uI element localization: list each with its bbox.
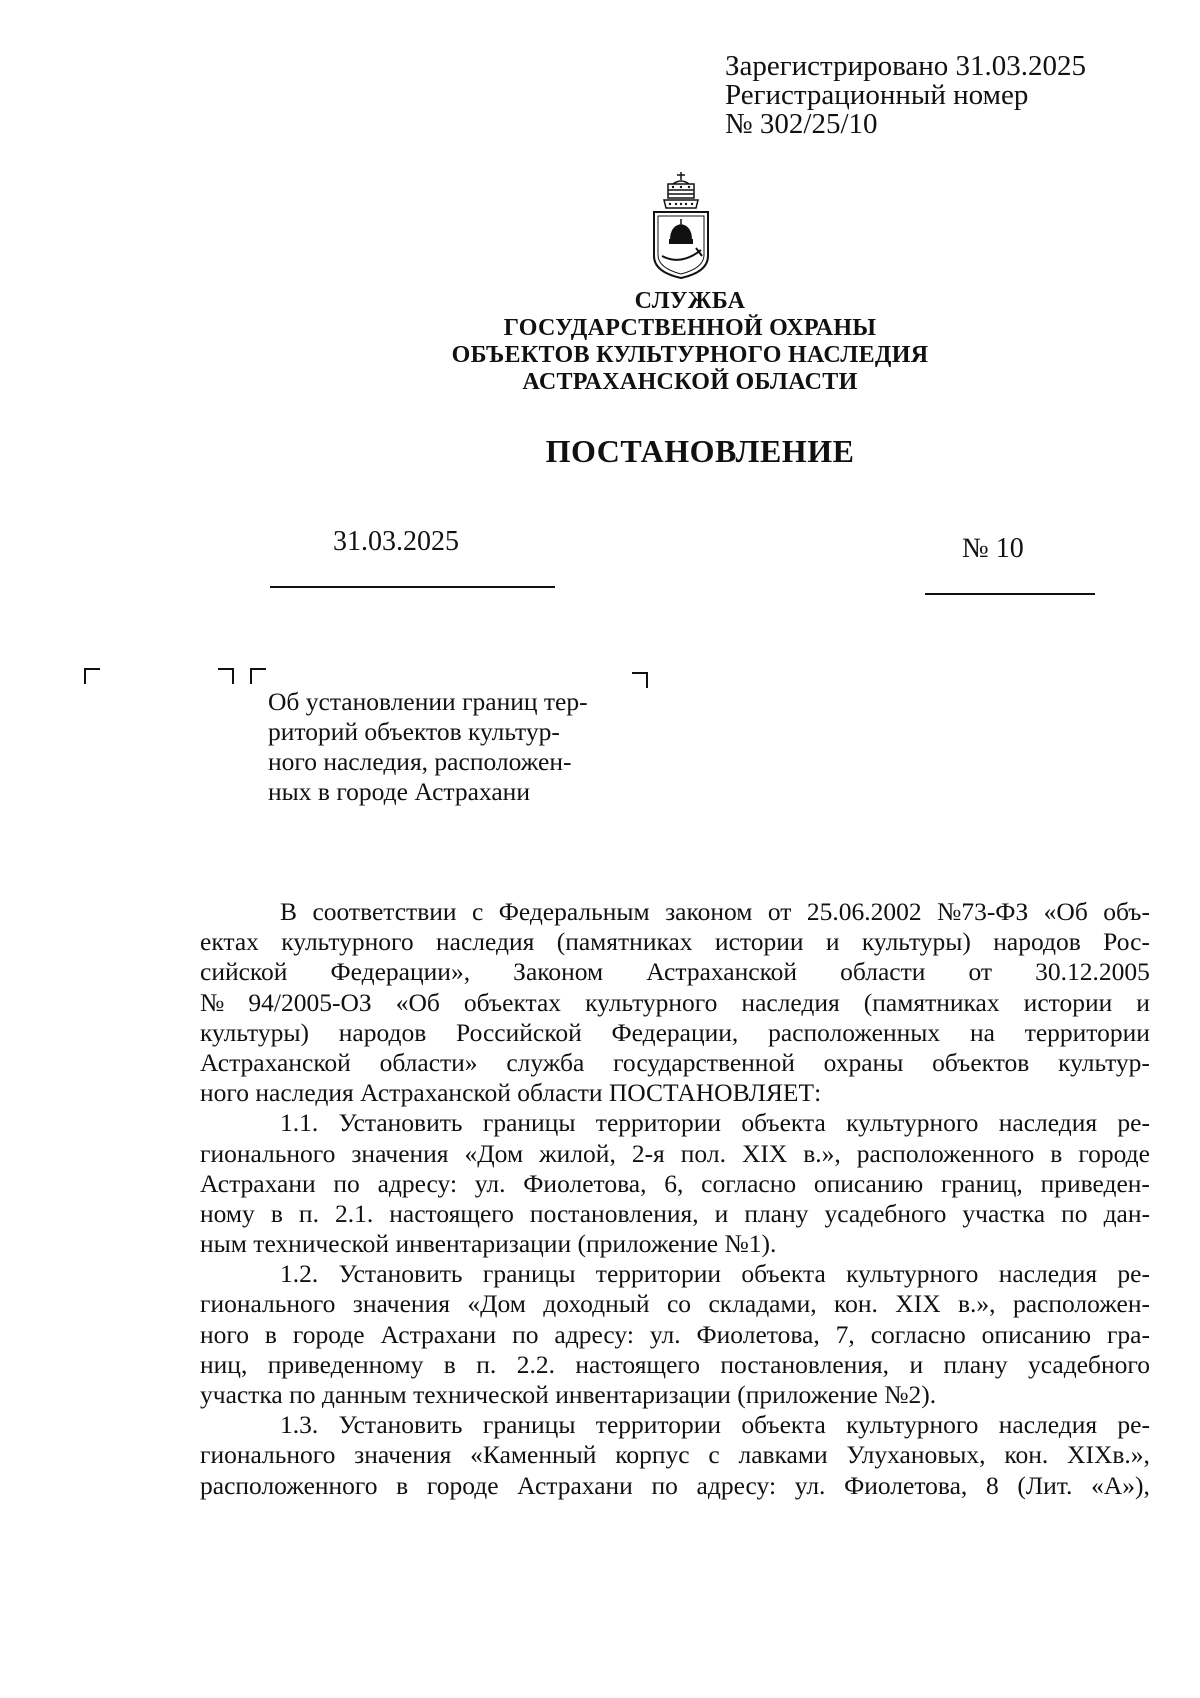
body-word: и <box>714 1198 729 1228</box>
body-word: от <box>767 897 792 926</box>
body-word: культур- <box>1058 1047 1150 1077</box>
body-line <box>200 1380 1150 1410</box>
body-word: Федерации», <box>330 957 471 987</box>
registration-number: № 302/25/10 <box>725 108 878 140</box>
body-line <box>200 1018 1150 1048</box>
body-word: и <box>909 1349 924 1379</box>
document-date: 31.03.2025 <box>333 526 459 557</box>
body-word: (приложение <box>577 1229 725 1259</box>
body-word: «Об <box>395 987 440 1017</box>
body-word: XIX <box>895 1289 941 1319</box>
body-word: Установить <box>338 1108 463 1138</box>
body-word: «Об <box>1043 897 1088 926</box>
body-word: по <box>289 1380 322 1409</box>
body-word: участка <box>200 1380 290 1409</box>
date-underline <box>270 586 555 588</box>
body-word: наследия <box>998 1410 1098 1440</box>
body-line <box>200 1078 1150 1108</box>
body-word: культурного <box>846 1410 979 1440</box>
body-word: культурного <box>281 927 414 957</box>
registration-stamp <box>725 52 1086 139</box>
body-word: Улухановых, <box>846 1440 986 1470</box>
body-line <box>200 1440 1150 1470</box>
body-word: в.», <box>958 1289 996 1319</box>
body-word: дан- <box>1103 1198 1150 1228</box>
body-word: с <box>708 1440 720 1470</box>
body-word: плану <box>943 1349 1008 1379</box>
body-word: 1.3. <box>280 1410 319 1440</box>
body-word: культуры) <box>861 927 971 957</box>
body-word: гионального <box>200 1289 336 1319</box>
body-word: «А»), <box>1091 1470 1150 1500</box>
body-word: приведенному <box>267 1349 424 1379</box>
body-word: объекта <box>741 1259 826 1289</box>
body-word: в <box>270 1198 283 1228</box>
body-word: ул. <box>794 1470 826 1500</box>
body-word: описанию <box>981 1319 1092 1349</box>
body-word: (памятниках <box>863 987 1000 1017</box>
body-word: области <box>840 957 926 987</box>
document-type-title: ПОСТАНОВЛЕНИЕ <box>545 433 855 469</box>
body-word: расположенных <box>768 1017 941 1047</box>
body-word: расположен- <box>1012 1289 1150 1319</box>
body-word: расположенного <box>200 1470 378 1500</box>
body-line <box>200 1048 1150 1078</box>
body-word: границы <box>482 1108 576 1138</box>
body-word: 94/2005-ОЗ <box>248 987 372 1017</box>
body-word: доходный <box>543 1289 650 1319</box>
corner-mark <box>218 668 234 684</box>
body-word: Рос- <box>1103 927 1150 957</box>
body-word: ного <box>200 1319 249 1349</box>
body-word: городе <box>426 1470 499 1500</box>
body-word: в <box>264 1319 277 1349</box>
body-word: территории <box>595 1410 722 1440</box>
body-word: объектах <box>463 987 562 1017</box>
body-word: №2). <box>884 1380 937 1409</box>
body-word: истории <box>1023 987 1113 1017</box>
body-word: в <box>396 1470 409 1500</box>
body-word: (приложение <box>737 1380 885 1409</box>
subject-line: ного наследия, расположен- <box>268 747 572 776</box>
body-word: п. <box>298 1198 319 1228</box>
body-word: территории <box>1024 1017 1150 1047</box>
body-word: усадебного <box>1028 1349 1150 1379</box>
body-word: Установить <box>338 1410 463 1440</box>
body-word: от <box>968 957 993 987</box>
body-word: корпус <box>615 1440 690 1470</box>
body-word: (Лит. <box>1017 1470 1073 1500</box>
body-word: ектах <box>200 927 259 957</box>
organization-line-1: СЛУЖБА <box>634 288 746 314</box>
body-line <box>200 1471 1150 1501</box>
body-word: наследия <box>741 987 840 1017</box>
corner-mark <box>84 668 100 684</box>
body-word: жилой, <box>539 1138 616 1168</box>
body-word: в <box>443 1349 456 1379</box>
body-word: ного <box>200 1078 256 1108</box>
body-word: области <box>517 1078 609 1108</box>
body-word: соответствии <box>312 897 457 926</box>
number-underline <box>925 593 1095 595</box>
body-word: в.», <box>803 1138 841 1168</box>
body-word: границ, <box>940 1168 1023 1198</box>
body-word: XIXв.», <box>1067 1440 1150 1470</box>
body-word: истории <box>714 927 804 957</box>
body-word: на <box>969 1017 995 1047</box>
body-line <box>200 1289 1150 1319</box>
body-word: «Каменный <box>470 1440 597 1470</box>
organization-name <box>380 288 1000 396</box>
body-word: народов <box>338 1017 427 1047</box>
body-word: 2.1. <box>334 1198 374 1228</box>
organization-line-3: ОБЪЕКТОВ КУЛЬТУРНОГО НАСЛЕДИЯ <box>451 342 929 368</box>
body-word: по <box>512 1319 539 1349</box>
body-word: «Дом <box>464 1138 524 1168</box>
body-word: настоящего <box>389 1198 514 1228</box>
body-word: постановления, <box>529 1198 699 1228</box>
body-word: 30.12.2005 <box>1035 957 1150 987</box>
body-word: №1). <box>724 1229 777 1259</box>
body-word: адресу: <box>696 1470 777 1500</box>
body-line <box>200 1410 1150 1440</box>
body-word: значения <box>352 1289 450 1319</box>
body-word: 2-я <box>631 1138 665 1168</box>
body-word: 8 <box>985 1470 999 1500</box>
body-word: культуры) <box>200 1017 309 1047</box>
corner-mark <box>632 672 648 688</box>
body-line <box>200 1259 1150 1289</box>
body-word: городе <box>1078 1138 1150 1168</box>
body-word: 25.06.2002 <box>806 897 922 926</box>
body-word: ПОСТАНОВЛЯЕТ: <box>608 1078 822 1108</box>
body-word: №73-ФЗ <box>936 897 1029 926</box>
body-word: объ- <box>1103 897 1150 926</box>
organization-line-2: ГОСУДАРСТВЕННОЙ ОХРАНЫ <box>503 315 877 341</box>
body-word: приведен- <box>1040 1168 1150 1198</box>
body-word: охраны <box>823 1047 904 1077</box>
body-word: технической <box>413 1380 556 1409</box>
body-word: значения <box>351 1138 449 1168</box>
body-word: со <box>666 1289 692 1319</box>
body-word: по <box>333 1168 360 1198</box>
body-word: инвентаризации <box>555 1380 738 1409</box>
body-word: законом <box>665 897 753 926</box>
body-word: территории <box>595 1259 722 1289</box>
body-word: технической <box>253 1229 396 1259</box>
body-word: в <box>1050 1138 1063 1168</box>
body-word: Фиолетова, <box>523 1168 647 1198</box>
body-word: по <box>1061 1198 1088 1228</box>
body-word: лавками <box>738 1440 828 1470</box>
body-word: гионального <box>200 1138 336 1168</box>
body-word: кон. <box>834 1289 878 1319</box>
body-word: ул. <box>474 1168 506 1198</box>
document-number: № 10 <box>962 533 1024 564</box>
body-word: Федерации, <box>611 1017 739 1047</box>
body-word: Российской <box>456 1017 582 1047</box>
body-word: Установить <box>338 1259 463 1289</box>
body-word: культурного <box>846 1108 979 1138</box>
coat-of-arms-icon <box>646 170 716 280</box>
body-word: Фиолетова, <box>844 1470 968 1500</box>
body-word: постановления, <box>720 1349 890 1379</box>
document-body <box>200 897 1150 1501</box>
body-word: культурного <box>846 1259 979 1289</box>
body-line <box>200 988 1150 1018</box>
body-word: участка <box>962 1198 1046 1228</box>
body-word: с <box>471 897 484 926</box>
body-word: наследия <box>998 1259 1098 1289</box>
body-word: XIX <box>741 1138 788 1168</box>
body-word: описанию <box>813 1168 924 1198</box>
body-line <box>200 1108 1150 1138</box>
body-word: области» <box>379 1047 478 1077</box>
body-word: Федеральным <box>498 897 650 926</box>
body-word: настоящего <box>575 1349 700 1379</box>
body-word: гра- <box>1106 1319 1150 1349</box>
subject-line: ных в городе Астрахани <box>268 777 530 806</box>
body-word: Астраханской <box>360 1078 518 1108</box>
body-word: инвентаризации <box>395 1229 578 1259</box>
body-word: пол. <box>680 1138 726 1168</box>
body-word: объектов <box>932 1047 1030 1077</box>
document-subject <box>268 687 638 807</box>
body-word: гионального <box>200 1440 336 1470</box>
body-word: согласно <box>701 1168 797 1198</box>
body-line <box>200 1229 1150 1259</box>
body-word: (памятниках <box>556 927 693 957</box>
body-line <box>200 1320 1150 1350</box>
body-word: государственной <box>613 1047 795 1077</box>
body-word: наследия <box>435 927 535 957</box>
body-line <box>200 927 1150 957</box>
body-word: ным <box>200 1229 254 1259</box>
registration-date: Зарегистрировано 31.03.2025 <box>725 50 1087 82</box>
body-word: плану <box>744 1198 809 1228</box>
body-line <box>200 957 1150 987</box>
body-word: 6, <box>664 1168 684 1198</box>
registration-number-label: Регистрационный номер <box>725 79 1029 111</box>
body-word: ному <box>200 1198 255 1228</box>
body-word: городе <box>292 1319 365 1349</box>
body-word: Фиолетова, <box>696 1319 820 1349</box>
body-word: наследия <box>998 1108 1098 1138</box>
body-word: Астрахани <box>200 1168 316 1198</box>
organization-line-4: АСТРАХАНСКОЙ ОБЛАСТИ <box>522 369 858 395</box>
body-line <box>200 1199 1150 1229</box>
body-word: ре- <box>1117 1108 1150 1138</box>
body-word: ре- <box>1117 1410 1150 1440</box>
body-word: п. <box>476 1349 497 1379</box>
body-word: и <box>825 927 840 957</box>
body-word: кон. <box>1004 1440 1049 1470</box>
body-word: объекта <box>741 1108 826 1138</box>
body-word: Астраханской <box>200 1047 351 1077</box>
body-word: Астрахани <box>380 1319 497 1349</box>
body-word: ре- <box>1117 1259 1150 1289</box>
corner-mark <box>250 668 266 684</box>
body-word: ниц, <box>200 1349 248 1379</box>
body-word: усадебного <box>824 1198 947 1228</box>
body-word: культурного <box>585 987 718 1017</box>
body-word: согласно <box>870 1319 966 1349</box>
body-word: территории <box>595 1108 722 1138</box>
body-line <box>200 1350 1150 1380</box>
body-word: и <box>1136 987 1150 1017</box>
body-word: данным <box>321 1380 414 1409</box>
body-word: границы <box>482 1259 576 1289</box>
body-word: «Дом <box>467 1289 526 1319</box>
body-word: Законом <box>513 957 604 987</box>
body-line <box>200 1139 1150 1169</box>
body-word: сийской <box>200 957 288 987</box>
body-word: складами, <box>708 1289 817 1319</box>
body-word: объекта <box>741 1410 826 1440</box>
body-word: 1.1. <box>280 1108 319 1138</box>
body-word: народов <box>993 927 1081 957</box>
body-word: № <box>200 987 225 1017</box>
body-word: границы <box>482 1410 576 1440</box>
body-word: В <box>280 897 298 926</box>
subject-line: Об установлении границ тер- <box>268 687 588 716</box>
subject-line: риторий объектов культур- <box>268 717 560 746</box>
body-word: адресу: <box>554 1319 634 1349</box>
body-word: 7, <box>835 1319 855 1349</box>
body-word: по <box>651 1470 678 1500</box>
body-word: 1.2. <box>280 1259 319 1289</box>
body-line <box>200 897 1150 927</box>
body-word: значения <box>354 1440 452 1470</box>
body-word: расположенного <box>856 1138 1035 1168</box>
body-word: Астраханской <box>646 957 798 987</box>
body-word: адресу: <box>377 1168 458 1198</box>
body-word: Астрахани <box>517 1470 633 1500</box>
body-word: 2.2. <box>516 1349 555 1379</box>
body-line <box>200 1169 1150 1199</box>
body-word: наследия <box>255 1078 361 1108</box>
body-word: служба <box>506 1047 585 1077</box>
body-word: ул. <box>649 1319 681 1349</box>
